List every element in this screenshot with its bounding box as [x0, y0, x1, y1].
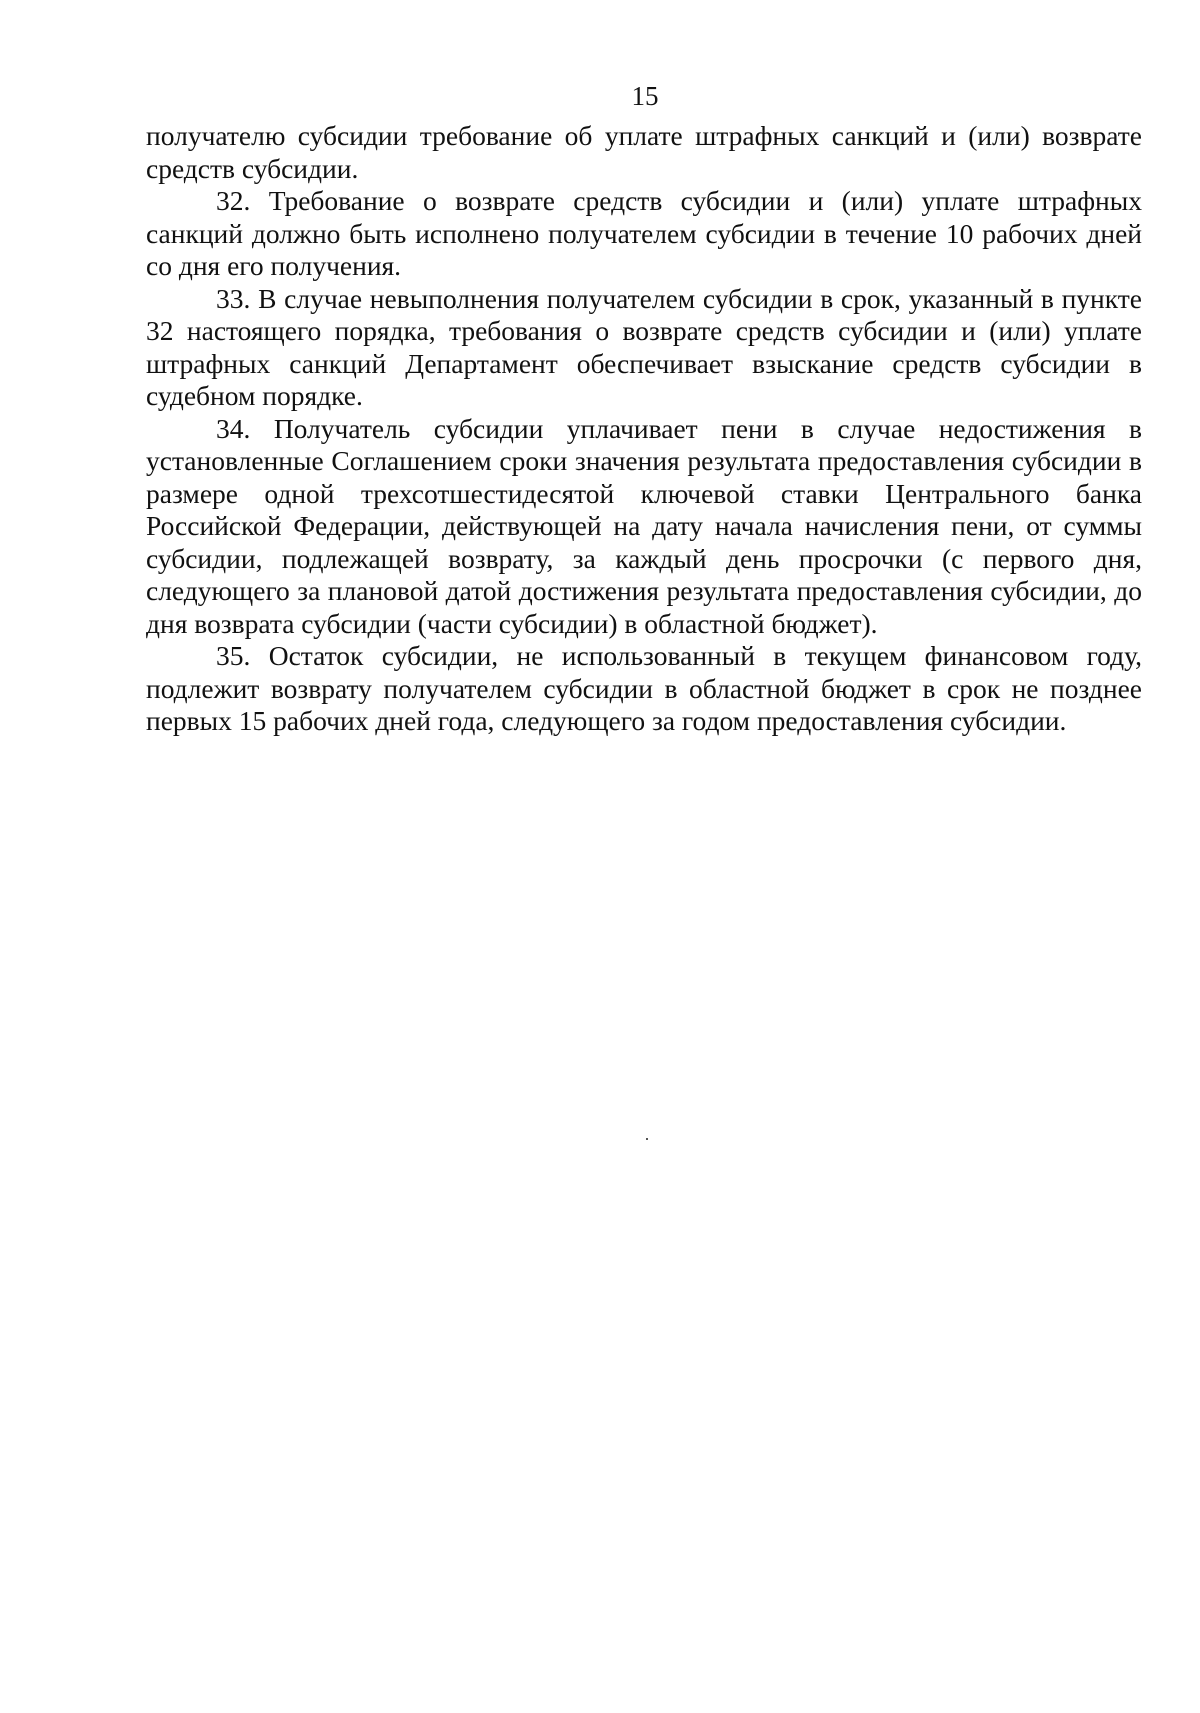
document-body	[146, 120, 1142, 738]
paragraph-33: 33. В случае невыполнения получателем субсидии в срок, указанный в пункте 32 настоящего порядка, требования о возврате средств субсидии и (или) уплате штрафных санкций Департамент обеспечивает взыскание средств субсидии в судебном порядке.	[146, 282, 1142, 411]
paragraph-32: 32. Требование о возврате средств субсидии и (или) уплате штрафных санкций должно быть исполнено получателем субсидии в течение 10 рабочих дней со дня его получения.	[146, 185, 1142, 281]
paragraph-continued: получателю субсидии требование об уплате штрафных санкций и (или) возврате средств субсидии.	[146, 120, 1142, 184]
page-number: 15	[631, 81, 659, 111]
scan-speck	[646, 1138, 648, 1140]
paragraph-34: 34. Получатель субсидии уплачивает пени в случае недостижения в установленные Соглашением сроки значения результата предоставления субсидии в размере одной трехсотшестидесятой ключевой ставки Центрального банка Российской Федерации, действующей на дату начала начисления пени, от суммы субсидии, подлежащей возврату, за каждый день просрочки (с первого дня, следующего за плановой датой достижения результата предоставления субсидии, до дня возврата субсидии (части субсидии) в областной бюджет).	[146, 412, 1142, 639]
paragraph-35: 35. Остаток субсидии, не использованный в текущем финансовом году, подлежит возврату получателем субсидии в областной бюджет в срок не позднее первых 15 рабочих дней года, следующего за годом предоставления субсидии.	[146, 640, 1142, 736]
